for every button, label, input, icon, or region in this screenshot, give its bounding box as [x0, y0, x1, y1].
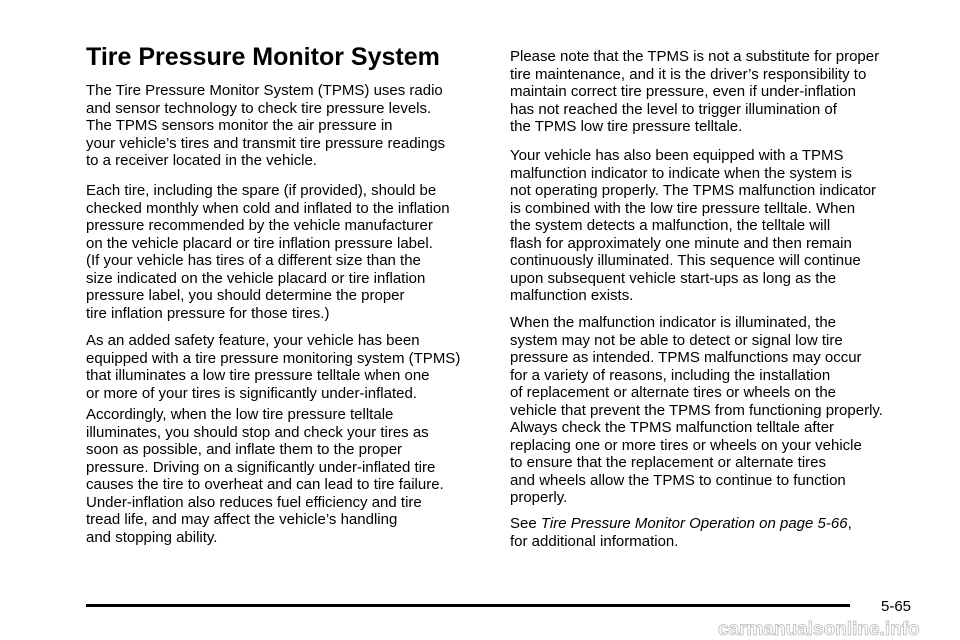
text-line: that illuminates a low tire pressure telltale when one — [86, 367, 430, 385]
text-line: system may not be able to detect or signal low tire — [510, 331, 843, 349]
text-line: properly. — [510, 489, 568, 507]
text-line: The Tire Pressure Monitor System (TPMS) uses radio — [86, 82, 443, 99]
text-line: Under-inflation also reduces fuel efficiency and tire — [86, 493, 422, 511]
text-line: Your vehicle has also been equipped with a TPMS — [510, 147, 844, 164]
text-line: malfunction indicator to indicate when the system is — [510, 164, 852, 182]
watermark-logo — [716, 618, 956, 638]
text-line: has not reached the level to trigger illumination of — [510, 100, 837, 118]
text-line: replacing one or more tires or wheels on your vehicle — [510, 436, 862, 454]
text-line: flash for approximately one minute and then remain — [510, 234, 852, 252]
text-line: and wheels allow the TPMS to continue to function — [510, 471, 846, 489]
see-also-paragraph — [510, 515, 852, 550]
text-line: vehicle that prevent the TPMS from functioning properly. — [510, 401, 883, 419]
text-line: is combined with the low tire pressure telltale. When — [510, 199, 856, 217]
text-line: pressure recommended by the vehicle manufacturer — [86, 217, 433, 235]
text-line: Each tire, including the spare (if provided), should be — [86, 182, 437, 199]
text-line: Accordingly, when the low tire pressure telltale — [86, 406, 394, 423]
text-line: Please note that the TPMS is not a substitute for proper — [510, 48, 880, 65]
text-line: the system detects a malfunction, the telltale will — [510, 217, 831, 235]
text-line: tire inflation pressure for those tires.) — [86, 304, 330, 322]
left-column-paragraph-4 — [86, 406, 444, 546]
text-line: equipped with a tire pressure monitoring system (TPMS) — [86, 349, 461, 367]
text-line: As an added safety feature, your vehicle has been — [86, 332, 420, 349]
cross-reference-link[interactable]: Tire Pressure Monitor Operation on page 5-66 — [540, 515, 848, 532]
text-line: pressure as intended. TPMS malfunctions may occur — [510, 349, 862, 367]
text-line: pressure label, you should determine the proper — [86, 287, 405, 305]
see-also-line2: for additional information. — [510, 532, 679, 550]
right-column-paragraph-2 — [510, 147, 876, 305]
text-line: your vehicle’s tires and transmit tire pressure readings — [86, 134, 446, 152]
text-line: not operating properly. The TPMS malfunction indicator — [510, 182, 877, 200]
text-line: continuously illuminated. This sequence will continue — [510, 252, 861, 270]
text-line: upon subsequent vehicle start-ups as long as the — [510, 269, 837, 287]
text-line: checked monthly when cold and inflated to the inflation — [86, 199, 450, 217]
right-column-paragraph-1 — [510, 48, 879, 136]
text-line: to ensure that the replacement or alternate tires — [510, 454, 827, 472]
svg-text:carmanualsonline.info: carmanualsonline.info — [718, 619, 920, 638]
page-number: 5-65 — [881, 598, 912, 615]
right-column-paragraph-3 — [510, 314, 883, 507]
text-line: of replacement or alternate tires or wheels on the — [510, 384, 837, 402]
text-line: the TPMS low tire pressure telltale. — [510, 118, 743, 136]
text-line: to a receiver located in the vehicle. — [86, 152, 317, 170]
see-also-suffix: , — [847, 515, 852, 532]
page-title: Tire Pressure Monitor System — [86, 43, 440, 71]
text-line: pressure. Driving on a significantly under-inflated tire — [86, 458, 436, 476]
left-column-paragraph-3 — [86, 332, 460, 402]
footer-rule — [86, 604, 850, 607]
text-line: Always check the TPMS malfunction telltale after — [510, 419, 835, 437]
left-column-paragraph-1 — [86, 82, 445, 170]
see-also-prefix: See — [510, 515, 541, 532]
text-line: on the vehicle placard or tire inflation pressure label. — [86, 234, 433, 252]
text-line: maintain correct tire pressure, even if under-inflation — [510, 83, 856, 101]
text-line: When the malfunction indicator is illuminated, the — [510, 314, 837, 331]
text-line: The TPMS sensors monitor the air pressure in — [86, 117, 393, 135]
text-line: size indicated on the vehicle placard or tire inflation — [86, 269, 426, 287]
left-column-paragraph-2 — [86, 182, 450, 322]
text-line: and sensor technology to check tire pressure levels. — [86, 99, 432, 117]
text-line: and stopping ability. — [86, 528, 218, 546]
watermark-icon — [716, 618, 956, 638]
text-line: soon as possible, and inflate them to the proper — [86, 441, 403, 459]
text-line: malfunction exists. — [510, 287, 634, 305]
text-line: for a variety of reasons, including the installation — [510, 366, 831, 384]
text-line: tire maintenance, and it is the driver’s responsibility to — [510, 65, 867, 83]
text-line: or more of your tires is significantly under-inflated. — [86, 384, 417, 402]
text-line: tread life, and may affect the vehicle’s handling — [86, 511, 398, 529]
text-line: (If your vehicle has tires of a different size than the — [86, 252, 421, 270]
text-line: illuminates, you should stop and check your tires as — [86, 423, 429, 441]
text-line: causes the tire to overheat and can lead to tire failure. — [86, 476, 444, 494]
